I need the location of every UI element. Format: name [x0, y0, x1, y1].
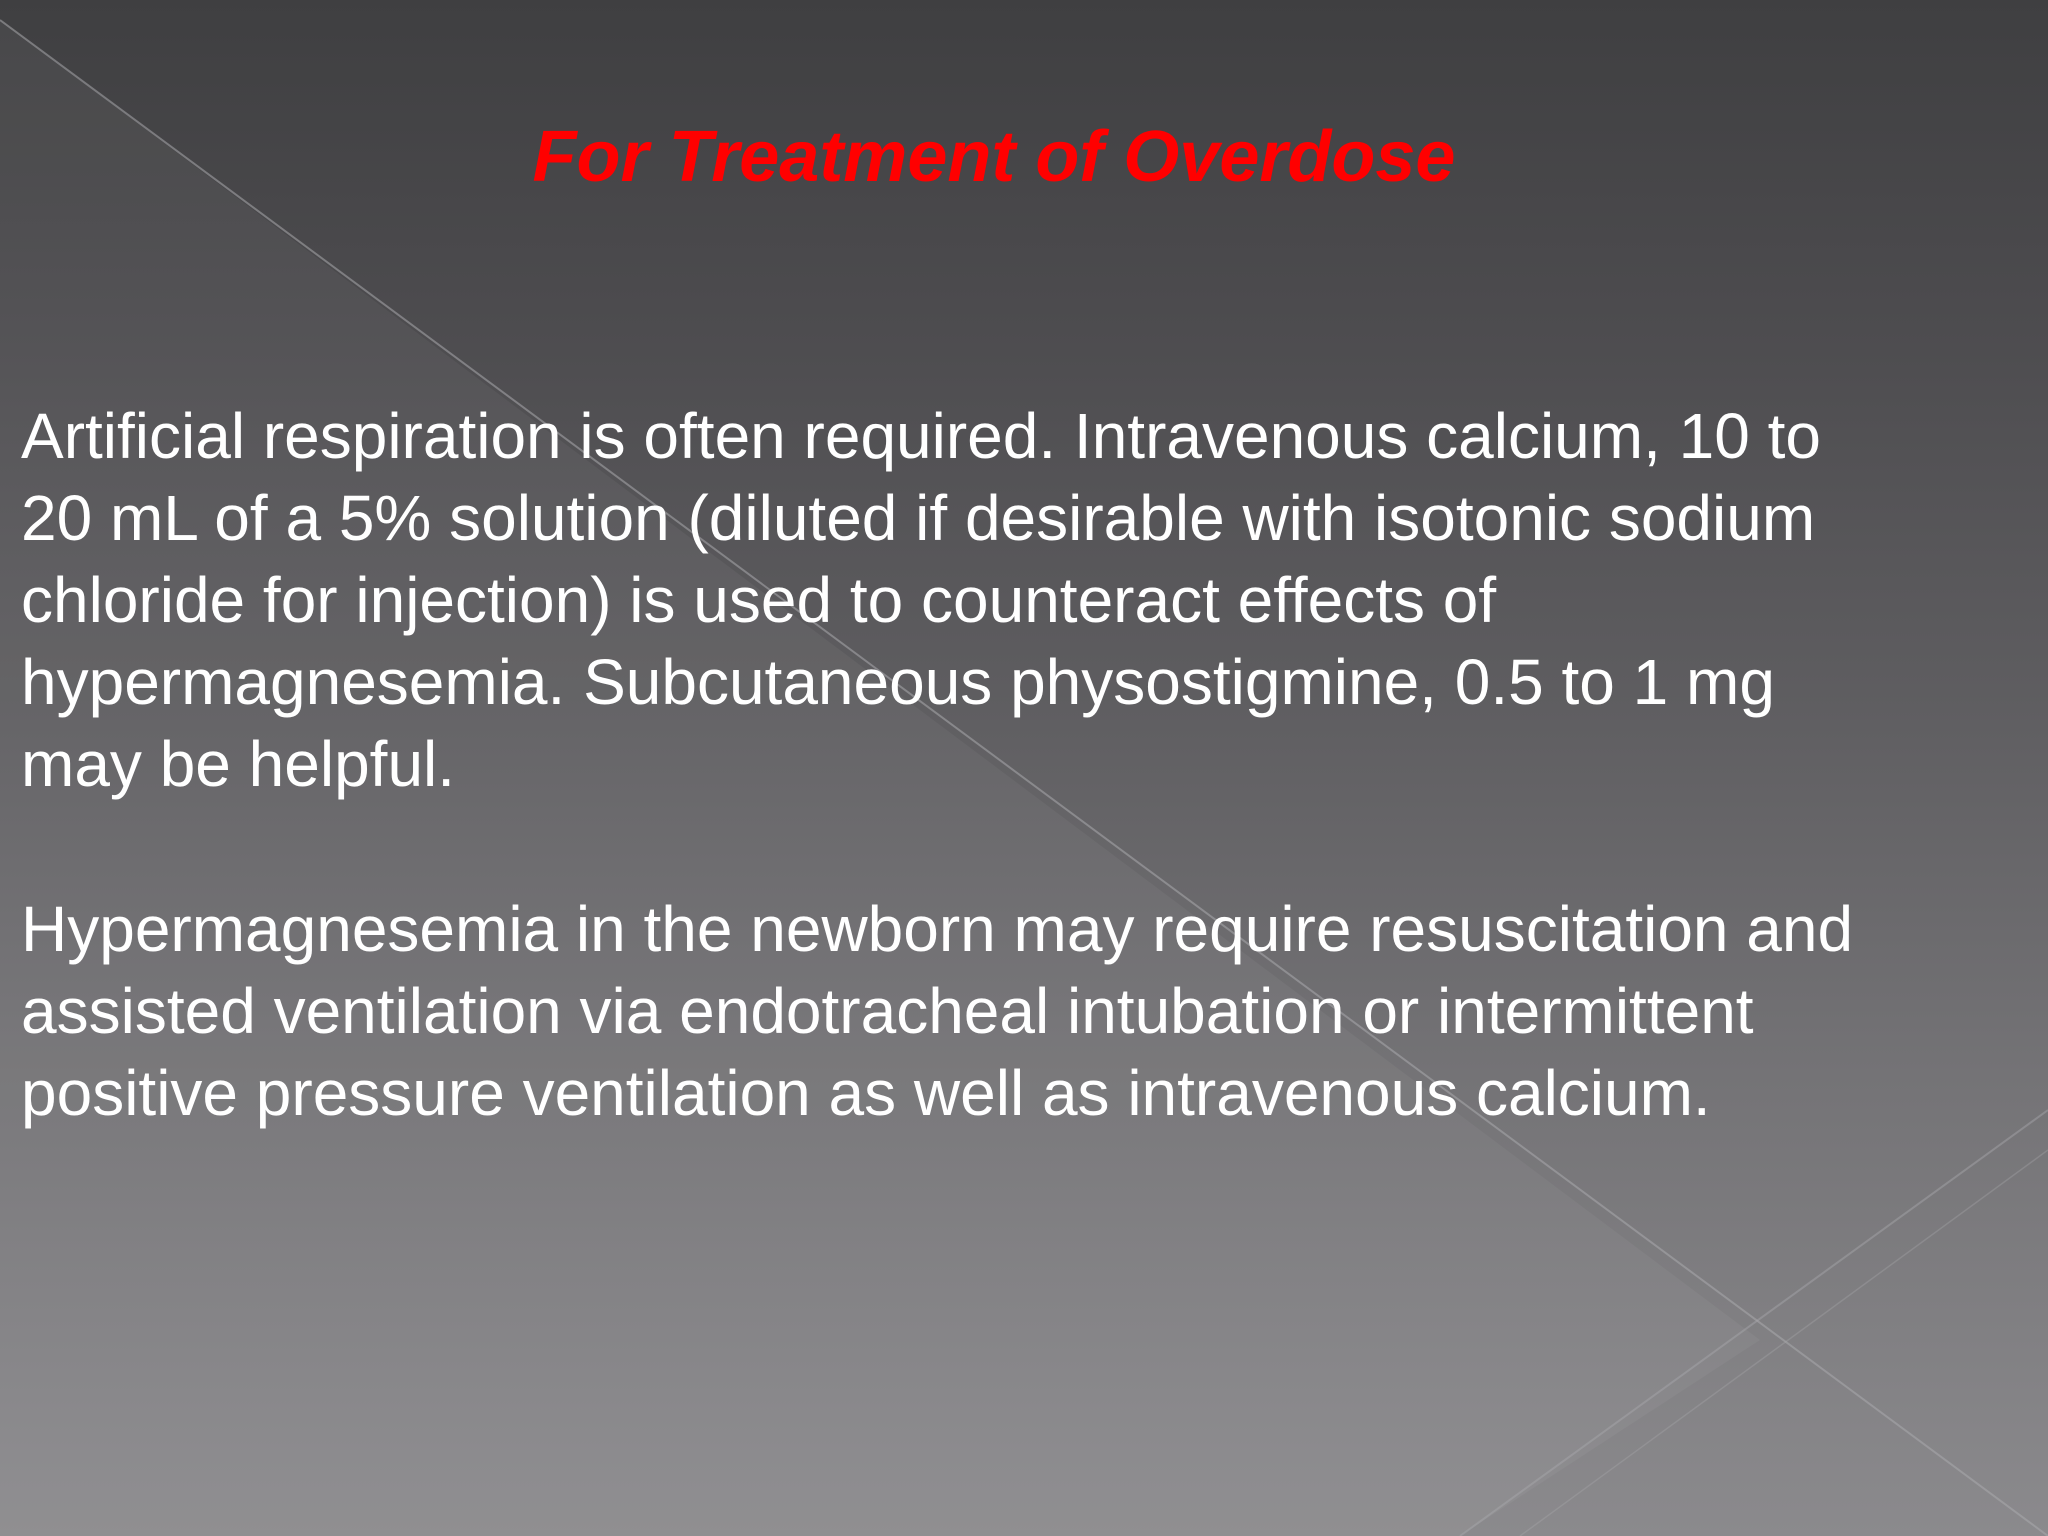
body-line: 20 mL of a 5% solution (diluted if desirable with isotonic sodium	[21, 482, 1816, 554]
body-line: positive pressure ventilation as well as intravenous calcium.	[21, 1057, 1711, 1129]
body-line: Artificial respiration is often required. Intravenous calcium, 10 to	[21, 400, 1821, 472]
body-line: assisted ventilation via endotracheal intubation or intermittent	[21, 975, 1754, 1047]
body-line: Hypermagnesemia in the newborn may require resuscitation and	[21, 893, 1854, 965]
body-paragraph-1	[21, 395, 2021, 805]
body-line: hypermagnesemia. Subcutaneous physostigmine, 0.5 to 1 mg	[21, 646, 1775, 718]
slide-title: For Treatment of Overdose	[532, 117, 1456, 197]
body-line: may be helpful.	[21, 728, 456, 800]
body-line: chloride for injection) is used to counteract effects of	[21, 564, 1497, 636]
body-paragraph-2	[21, 888, 2021, 1134]
